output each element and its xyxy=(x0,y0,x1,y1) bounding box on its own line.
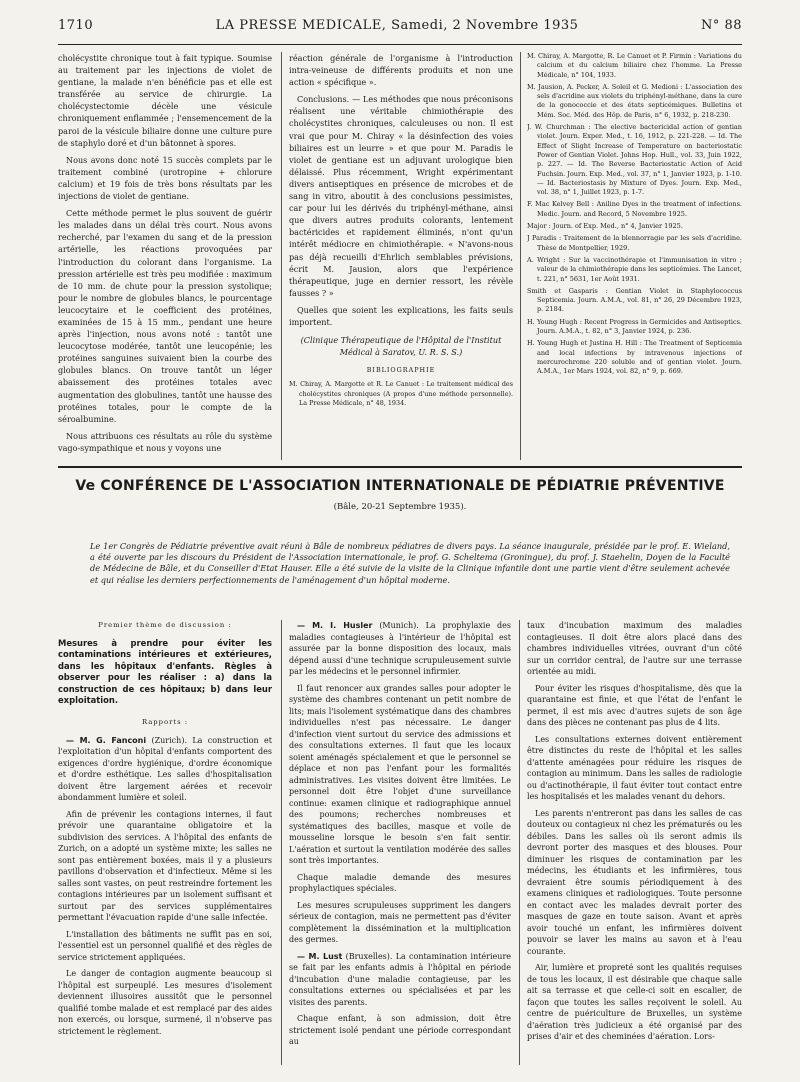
bottom-column-3 xyxy=(527,620,742,1065)
reference: Smith et Gasparis : Gentian Violet in Staphylococcus Septicemia. Journ. A.M.A., vol. 81, n° 26, 29 Décembre 1923, p. 2184. xyxy=(527,286,742,314)
speaker-name: — M. G. Fanconi xyxy=(66,735,147,745)
paragraph: réaction générale de l'organisme à l'introduction intra-veineuse de différents produits et non une action « spécifique ». xyxy=(289,53,513,88)
reference: J Paradis : Traitement de la blennorragie par les sels d'acridine. Thèse de Montpellier, 1929. xyxy=(527,234,742,252)
reference: M. Jausion, A. Pecker, A. Soleil et G. Medioni : L'association des sels d'acridine aux violets du triphényl-méthane, dans la cure de la gonococcie et des états septicémiques. Bulletins et Mém. Soc. Méd. des Hôp. de Paris, n° 6, 1932, p. 218-230. xyxy=(527,82,742,119)
paragraph: Chaque enfant, à son admission, doit être strictement isolé pendant une période correspondant au xyxy=(289,1014,511,1046)
paragraph: Cette méthode permet le plus souvent de guérir les malades dans un délai très court. Nous avons recherché, par l'examen du sang et de la pression artérielle, les réactions provoquées par l'introduction du colorant dans l'organisme. La pression artérielle est très peu modifiée : maximum de 10 mm. de chute pour la pression systolique; pour le nombre de globules blancs, le pourcentage leucocytaire et le coefficient des protéines, examinées de 15 à 15 mm., pendant une heure après l'injection, nous avons noté : tantôt une leucocytose modérée, tantôt une leucopénie; les protéines sanguines suivaient bien la courbe des globules blancs. On trouve tantôt un léger abaissement des protéines totales avec augmentation des globulines, tantôt une hausse des protéines totales, pour le compte de la séroalbumine. xyxy=(58,208,272,424)
theme-heading: Premier thème de discussion : xyxy=(98,621,232,629)
bottom-column-1 xyxy=(58,620,272,1065)
page-header xyxy=(58,18,742,40)
reference: M. Chiray, A. Margotte, R. Le Canuet et P. Firmin : Variations du calcium et du calcium biliaire chez l'homme. La Presse Médicale, n° 104, 1933. xyxy=(527,52,742,79)
paragraph xyxy=(58,735,272,804)
paragraph: Quelles que soient les explications, les faits seuls importent. xyxy=(289,304,513,327)
speaker-name: — M. I. Husler xyxy=(297,621,373,630)
bib-entry: M. Chiray, A. Margotte et R. Le Canuet : Le traitement médical des cholécystites chroniques (A propos d'une méthode personnelle). La Presse Médicale, n° 48, 1934. xyxy=(289,380,513,408)
column-separator xyxy=(519,620,520,1065)
paragraph: taux d'incubation maximum des maladies contagieuses. Il doit être alors placé dans des chambres individuelles vitrées, ouvrant d'un côté sur un corridor central, de l'autre sur une terrasse orientée au midi. xyxy=(527,621,742,676)
paragraph: Nous attribuons ces résultats au rôle du système vago-sympathique et nous y voyons une xyxy=(58,430,272,453)
paragraph: Pour éviter les risques d'hospitalisme, dès que la quarantaine est finie, et que l'état de l'enfant le permet, il est mis avec d'autres sujets de son âge dans des pièces ne contenant pas plus de 4 lits. xyxy=(527,683,742,727)
reference: F. Mac Kelvey Bell : Aniline Dyes in the treatment of infections. Medic. Journ. and Record, 5 Novembre 1925. xyxy=(527,200,742,218)
speaker-text: (Zurich). La construction et l'exploitation d'un hôpital d'enfants comportent des exigences d'ordre hygiénique, d'ordre économique et d'ordre esthétique. Les salles d'hospitalisation doivent être largement aérées et recevoir abondamment lumière et soleil. xyxy=(58,735,272,803)
page-number: 1710 xyxy=(58,18,94,33)
reference: H. Young Hugh : Recent Progress in Germicides and Antiseptics. Journ. A.M.A., t. 82, n° 3, Janvier 1924, p. 236. xyxy=(527,317,742,336)
paragraph: Les mesures scrupuleuses suppriment les dangers sérieux de contagion, mais ne permettent pas d'éviter complètement la dissémination et la multiplication des germes. xyxy=(289,900,511,944)
paragraph: Nous avons donc noté 15 succès complets par le traitement combiné (urotropine + chlorure calcium) et 19 fois de très bons résultats par les injections de violet de gentiane. xyxy=(58,154,272,202)
paragraph: Afin de prévenir les contagions internes, il faut prévoir une quarantaine obligatoire et la subdivision des services. A l'hôpital des enfants de Zurich, on a adopté un système mixte; les salles ne sont pas entièrement boxées, mais il y a plusieurs pavillons d'observation et d'infectieux. Même si les salles sont vastes, on peut restreindre fortement les contagions intérieures par un isolement suffisant et surtout par des services supplémentaires permettant l'évacuation rapide d'une salle infectée. xyxy=(58,809,272,923)
paragraph: cholécystite chronique tout à fait typique. Soumise au traitement par les injections de violet de gentiane, la malade n'en bénéficie pas et elle est transférée au service de chirurgie. La cholécystectomie décèle une vésicule chroniquement enflammée ; l'ensemencement de la paroi de la vésicule biliaire donne une culture pure de staphylo doré et d'un bâtonnet à spores. xyxy=(58,53,272,148)
paragraph: Les consultations externes doivent entièrement être distinctes du reste de l'hôpital et les salles d'attente aménagées pour réduire les risques de contagion au minimum. Dans les salles de radiologie ou d'actinothérapie, il faut éviter tout contact entre les hospitalisés et les malades venant du dehors. xyxy=(527,734,742,801)
reference: Major : Journ. of Exp. Med., n° 4, Janvier 1925. xyxy=(527,222,683,231)
conference-subtitle: (Bâle, 20-21 Septembre 1935). xyxy=(333,502,467,512)
top-column-2 xyxy=(289,52,513,460)
paragraph: Il faut renoncer aux grandes salles pour adopter le système des chambres contenant un petit nombre de lits; mais l'isolement systématique dans des chambres individuelles n'est pas nécessaire. Le danger d'infection vient surtout du service des admissions et des consultations externes. Il faut que les locaux soient aménagés spécialement et que le personnel se déplace et non pas l'enfant pour les formalités administratives. Les visites doivent être limitées. Le personnel doit être l'objet d'une surveillance continue: examen clinique et radiographique annuel des poumons; recherches nombreuses et systématiques des bacilles, masque et voile de mousseline lorsque le besoin s'en fait sentir. L'aération et surtout la ventilation modérée des salles sont très importantes. xyxy=(289,683,511,865)
speaker-text: (Bruxelles). La contamination intérieure se fait par les enfants admis à l'hôpital en période d'incubation d'une maladie contagieuse, par les consultations externes ou spécialisées et par les visites des parents. xyxy=(289,951,511,1007)
conference-intro: Le 1er Congrès de Pédiatrie préventive avait réuni à Bâle de nombreux pédiatres de divers pays. La séance inaugurale, présidée par le prof. E. Wieland, a été ouverte par les discours du Président de l'Association internationale, le prof. G. Scheltema (Groningue), du prof. J. Staehelin, Doyen de la Faculté de Médecine de Bâle, et du Conseiller d'Etat Hauser. Elle a été suivie de la visite de la Clinique infantile dont une partie vient d'être seulement achevée et qui réalise les derniers perfectionnements de l'aménagement d'un hôpital moderne. xyxy=(90,541,730,585)
reference: A. Wright : Sur la vaccinothérapie et l'immunisation in vitro ; valeur de la chimiothérapie dans les septicémies. The Lancet, t. 221, n° 5631, 1er Août 1931. xyxy=(527,255,742,283)
speaker-text: (Munich). La prophylaxie des maladies contagieuses à l'intérieur de l'hôpital est assurée par la bonne disposition des locaux, mais dépend aussi d'une technique scrupuleusement suivie par les médecins et le personnel infirmier. xyxy=(289,621,511,676)
conference-title: Ve CONFÉRENCE DE L'ASSOCIATION INTERNATIONALE DE PÉDIATRIE PRÉVENTIVE xyxy=(75,478,725,494)
issue-number: N° 88 xyxy=(700,18,742,33)
paragraph: Le danger de contagion augmente beaucoup si l'hôpital est surpeuplé. Les mesures d'isolement deviennent illusoires aussitôt que le personnel qualifié tombe malade et est remplacé par des aides non exercés, ou lorsque, surmené, il n'observe pas strictement le règlement. xyxy=(58,969,272,1036)
reference: H. Young Hugh et Justina H. Hill : The Treatment of Septicemia and local infections by intravenous injections of mercurochrome 220 soluble and of gentian violet. Journ. A.M.A., 1er Mars 1924, vol. 82, n° 9, p. 669. xyxy=(527,339,742,376)
speaker-name: — M. Lust xyxy=(297,951,343,961)
affiliation: (Clinique Thérapeutique de l'Hôpital de l'Institut Médical à Saratov, U. R. S. S.) xyxy=(300,335,502,358)
reference: J. W. Churchman : The elective bactericidal action of gentian violet. Journ. Exper. Med., t. 16, 1912, p. 221-228. — Id. The Effect of Slight Increase of Temperature on bacteriostatic Power of Gentian Violet. Johns Hop. Hull., vol. 33, Juin 1922, p. 227. — Id. The Reverse Bacteriostatic Action of Acid Fuchsin. Journ. Exp. Med., vol. 37, n° 1, Janvier 1923, p. 1-10. — Id. Bacteriostasis by Mixture of Dyes. Journ. Exp. Med., vol. 38, n° 1, Juillet 1923, p. 1-7. xyxy=(527,123,742,197)
paragraph: Chaque maladie demande des mesures prophylactiques spéciales. xyxy=(289,872,511,893)
rapports-heading: Rapports : xyxy=(141,718,189,727)
bibliography-heading: BIBLIOGRAPHIE xyxy=(366,366,436,375)
paragraph xyxy=(289,620,511,678)
bibliography xyxy=(289,380,513,408)
references-column xyxy=(527,52,742,460)
paragraph: Les parents n'entreront pas dans les salles de cas douteux ou contagieux ni chez les prématurés ou les débiles. Dans les salles où ils seront admis ils devront porter des masques et des blouses. Pour diminuer les risques de contamination par les médecins, les étudiants et les infirmières, tous devraient être soumis périodiquement à des examens cliniques et radiologiques. Toute personne en contact avec les malades devrait porter des masques de gaze en toute saison. Avant et après avoir touché un enfant, les infirmières doivent pouvoir se laver les mains au savon et à l'eau courante. xyxy=(527,808,742,956)
column-separator xyxy=(281,52,282,460)
header-rule xyxy=(58,44,742,45)
column-separator xyxy=(281,620,282,1065)
column-separator xyxy=(520,52,521,460)
journal-title-date: LA PRESSE MEDICALE, Samedi, 2 Novembre 1935 xyxy=(215,18,579,33)
paragraph xyxy=(289,951,511,1009)
bottom-column-2 xyxy=(289,620,511,1065)
section-rule xyxy=(58,466,742,468)
discussion-theme: Mesures à prendre pour éviter les contaminations intérieures et extérieures, dans les hôpitaux d'enfants. Règles à observer pour les réaliser : a) dans la construction de ces hôpitaux; b) dans leur exploitation. xyxy=(58,637,272,706)
top-column-1 xyxy=(58,52,272,460)
conclusions-paragraph: Conclusions. — Les méthodes que nous préconisons réalisent une véritable chimiothérapie des cholécystites chroniques, calculeuses ou non. Il est vrai que pour M. Chiray « la désinfection des voies biliaires est un leurre » et que pour M. Paradis le violet de gentiane est un adjuvant urologique bien délaissé. Plus récemment, Wright expérimentant divers antiseptiques en présence de microbes et de sang in vitro, aboutit à des conclusions pessimistes, car pour lui les dérivés du triphényl-méthane, ainsi que divers autres produits colorants, lentement bactéricides et rapidement éliminés, n'ont qu'un intérêt médiocre en chimiothérapie. « N'avons-nous pas déjà recueilli d'Ehrlich semblables prévisions, écrit M. Jausion, alors que l'expérience thérapeutique, juge en dernier ressort, les révèle fausses ? » xyxy=(289,94,513,298)
paragraph: L'installation des bâtiments ne suffit pas en soi, l'essentiel est un personnel qualifié et des règles de service strictement appliquées. xyxy=(58,929,272,962)
paragraph: Air, lumière et propreté sont les qualités requises de tous les locaux, il est désirable que chaque salle ait sa terrasse et que celle-ci soit en escalier, de façon que toutes les salles reçoivent le soleil. Au centre de puériculture de Bruxelles, un système d'aération très judicieux a été organisé par des prises d'air et des cheminées d'aération. Lors- xyxy=(527,963,742,1041)
